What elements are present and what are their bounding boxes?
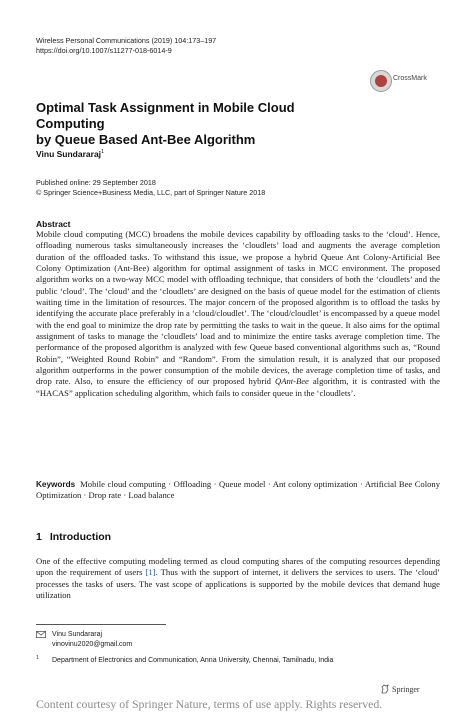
intro-text-2: . Thus with the support of internet, it delivers the services to users. The ‘cloud’ processes the tasks of users. The vast scope of applications is supported by the mobile devices that demand huge utilization bbox=[36, 567, 440, 600]
contact-name: Vinu Sundararaj bbox=[52, 631, 103, 638]
footnote-number: 1 bbox=[36, 655, 39, 661]
publisher-mark bbox=[380, 684, 420, 694]
publication-info bbox=[36, 178, 265, 197]
title-line-1: Optimal Task Assignment in Mobile Cloud Computing bbox=[36, 100, 295, 131]
abstract-text-2: algorithm, it is contrasted with the “HACAS” application scheduling algorithm, which fails to consider queue in the ‘cloudlets’. bbox=[36, 376, 440, 398]
abstract-text-1: Mobile cloud computing (MCC) broadens the mobile devices capability by offloading tasks to the ‘cloud’. Hence, offloading numerous tasks simultaneously increases the ‘cloudlets’ load and augments the average completion duration of the offloaded tasks. To withstand this issue, we propose a hybrid Queue Ant Colony-Artificial Bee Colony Optimization (Ant-Bee) algorithm for optimal assignment of tasks in MCC environment. The proposed algorithm works on a two-way MCC model with offloading technique, that considers of both the ‘cloudlets’ and the public ‘cloud’. The ‘cloud’ and the ‘cloudlets’ are designed on the basis of queue model for the estimation of clients waiting time in the limitation of resources. The major concern of the proposed algorithm is to offload the tasks by identifying the accurate place preferably in a ‘cloud/cloudlet’. The ‘cloud/cloudlet’ is encompassed by a queue model with the end goal to minimize the drop rate by permitting the tasks to wait in the queue. It also aims for the optimal assignment of tasks to manage the ‘cloudlets’ load and to minimize the entire tasks average completion time. The performance of the proposed algorithm is analyzed with few Queue based conventional algorithms such as, “Round Robin”, “Weighted Round Robin” and “Random”. From the simulation result, it is analyzed that our proposed algorithm outperforms in the power consumption of the mobile devices, the average completion time of tasks, and drop rate. Also, to ensure the efficiency of our proposed hybrid bbox=[36, 229, 440, 387]
keywords-label: Keywords bbox=[36, 480, 76, 489]
contact-email[interactable]: vinovinu2020@gmail.com bbox=[52, 640, 133, 648]
footnote-divider bbox=[36, 624, 166, 625]
published-date: Published online: 29 September 2018 bbox=[36, 178, 156, 187]
section-heading-introduction bbox=[36, 531, 111, 543]
abstract-heading: Abstract bbox=[36, 219, 71, 229]
author-name: Vinu Sundararaj bbox=[36, 149, 102, 159]
footnote-text: Department of Electronics and Communication, Anna University, Chennai, Tamilnadu, India bbox=[52, 657, 334, 664]
introduction-body bbox=[36, 556, 440, 601]
paper-title bbox=[36, 100, 366, 148]
copyright-notice: © Springer Science+Business Media, LLC, part of Springer Nature 2018 bbox=[36, 187, 266, 197]
envelope-icon bbox=[36, 631, 46, 638]
crossmark-icon bbox=[370, 70, 392, 92]
affiliation-mark: 1 bbox=[101, 149, 105, 156]
author-line bbox=[36, 149, 104, 159]
algorithm-name-italic: QAnt-Bee bbox=[274, 376, 309, 387]
publisher-name: Springer bbox=[392, 685, 420, 694]
doi-link[interactable]: https://doi.org/10.1007/s11277-018-6014-9 bbox=[36, 46, 172, 55]
citation-link[interactable]: [1] bbox=[145, 567, 156, 578]
journal-citation: Wireless Personal Communications (2019) 104:173–197 bbox=[36, 36, 217, 45]
abstract-body bbox=[36, 229, 440, 399]
section-title: Introduction bbox=[49, 531, 112, 543]
section-number: 1 bbox=[36, 531, 42, 543]
journal-header bbox=[36, 36, 216, 56]
keywords-block bbox=[36, 479, 440, 502]
intro-text-1: One of the effective computing modeling termed as cloud computing shares of the computing resources depending upon the requirement of users bbox=[36, 556, 440, 578]
courtesy-notice: Content courtesy of Springer Nature, terms of use apply. Rights reserved. bbox=[36, 697, 383, 711]
crossmark-label: CrossMark bbox=[393, 75, 427, 82]
keywords-list: Mobile cloud computing · Offloading · Queue model · Ant colony optimization · Artificial Bee Colony Optimization · Drop rate · Load balance bbox=[36, 479, 440, 501]
crossmark-badge[interactable] bbox=[370, 70, 440, 94]
springer-horse-icon bbox=[380, 684, 390, 694]
title-line-2: by Queue Based Ant-Bee Algorithm bbox=[36, 132, 256, 147]
